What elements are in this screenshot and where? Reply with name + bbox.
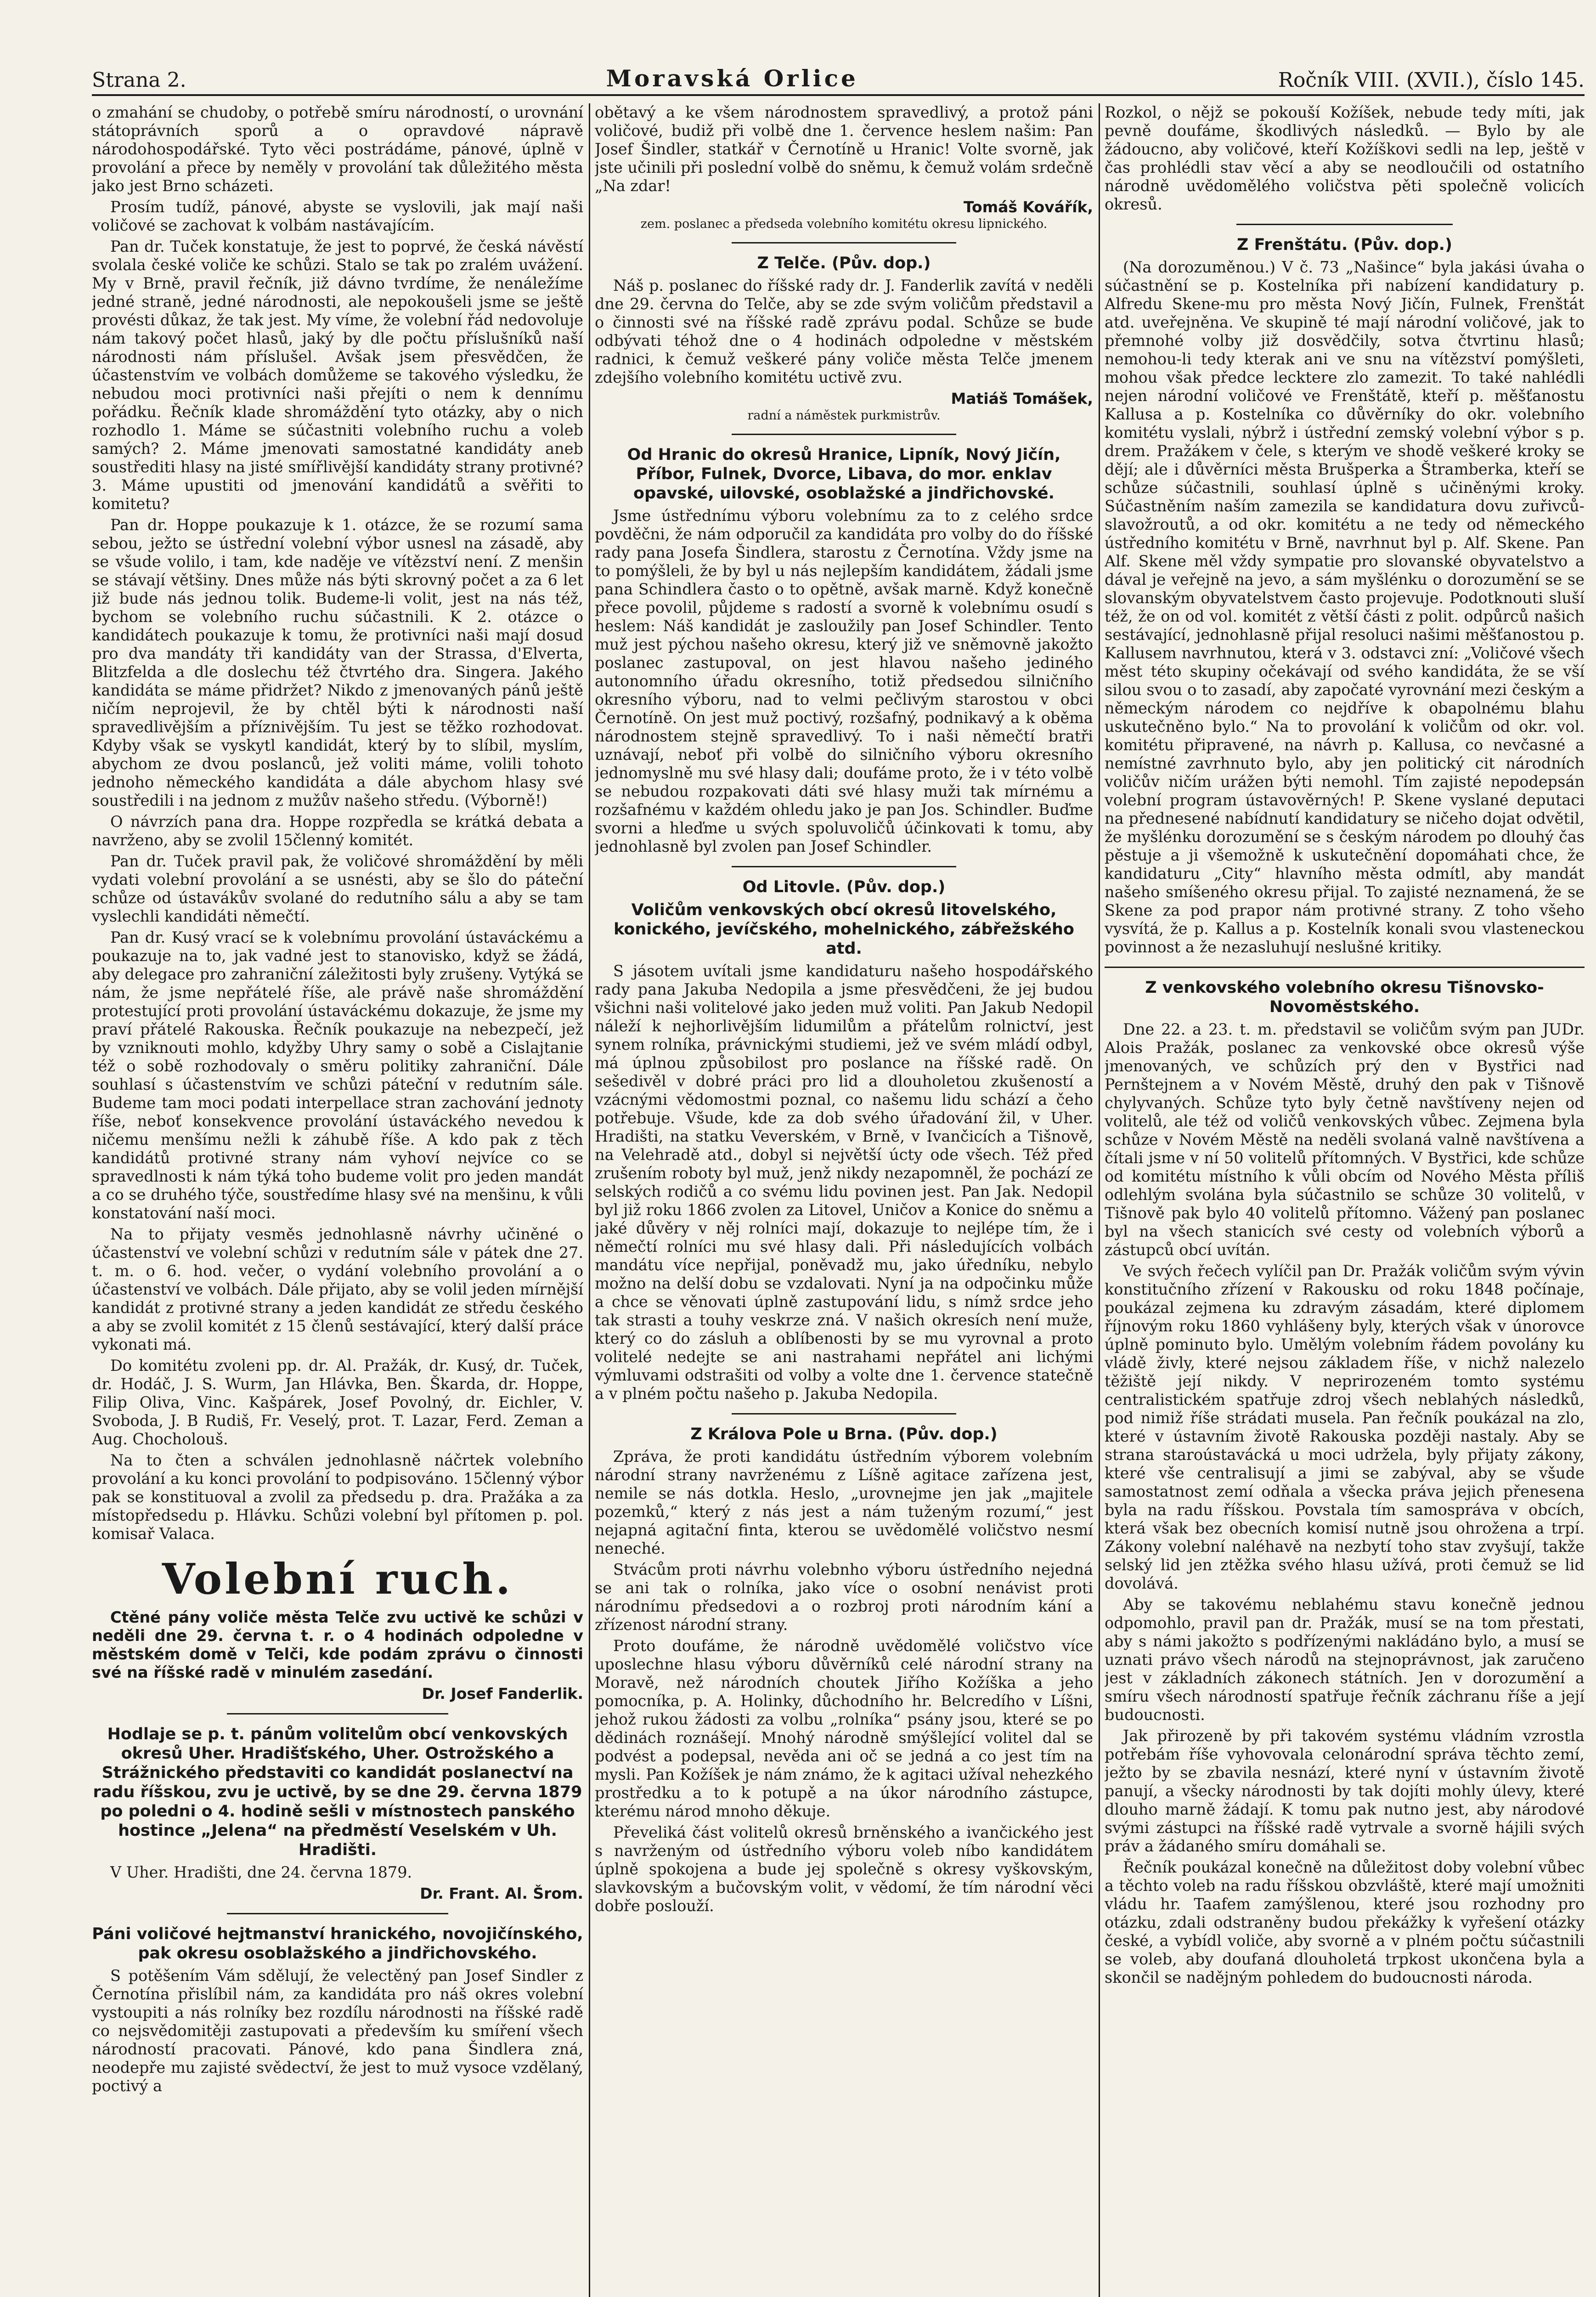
paragraph: Na to čten a schválen jednohlasně náčrtek volebního provolání a ku konci provolání to podpisováno. 15členný výbor pak se konstituoval a zvolil za předsedu p. dra. Pražáka a za místopředsedu p. Hlávku. Schůzi volební byl přítomen p. pol. komisař Valaca. bbox=[92, 1451, 583, 1543]
divider bbox=[227, 1913, 448, 1914]
article-heading: Z Telče. (Pův. dop.) bbox=[757, 254, 931, 272]
paragraph: Stvácům proti návrhu volebnho výboru ústředního nejedná se ani tak o rolníka, jako více o osobní nenávist proti národnímu předsedovi a o rozbroj proti národním kání a zřízenost národní strany. bbox=[595, 1561, 1093, 1634]
paragraph: Rozkol, o nějž se pokouší Kožíšek, nebude tedy míti, jak pevně doufáme, škodlivých následků. — Bylo by ale žádoucno, aby voličové, kteří Kožíškovi sedli na lep, ještě v čas prohlédli stav věcí a aby se neodloučili od ostatního národně uvědomělého voličstva pěti společně volicích okresů. bbox=[1105, 103, 1585, 213]
paragraph: Zpráva, že proti kandidátu ústředním výborem volebním národní strany navrženému z Líšně agitace zařízena jest, nemile se nás dotkla. Heslo, „urovnejme jen jak „majitele pozemků,“ který z nás jest a nám tuženým rozumí,“ jest nejapná agitační finta, kterou se uvědomělé voličstvo nesmí neneché. bbox=[595, 1448, 1093, 1557]
paragraph: Proto doufáme, že národně uvědomělé voličstvo více uposlechne hlasu výboru důvěrníků celé národní strany na Moravě, než národních choutek Jiřího Kožíška a jeho pomocníka, p. A. Holinky, důchodního hr. Belcredího v Líšni, jehož rukou žádosti za volbu „rolníka“ psány jsou, které se po dědinách roznášejí. Mnohý národně smýšlející volitel dal se podvést a podepsal, nevěda ani oč se jedná a co jest tím na mysli. Pan Kožíšek je nám známo, že k agitaci užíval nehezkého prostředku a to k potupě a na úkor národního zástupce, kterému národ mnoho děkuje. bbox=[595, 1637, 1093, 1820]
section-title: Volební ruch. bbox=[162, 1554, 513, 1604]
column-3 bbox=[1105, 103, 1585, 2297]
paragraph: Do komitétu zvoleni pp. dr. Al. Pražák, dr. Kusý, dr. Tuček, dr. Hodáč, J. S. Wurm, Jan Hlávka, Ben. Škarda, dr. Hoppe, Filip Oliva, Vinc. Kašpárek, Josef Povolný, dr. Eichler, V. Svoboda, J. B Rudiš, Fr. Veselý, prot. T. Lazar, Ferd. Zeman a Aug. Chocholouš. bbox=[92, 1357, 583, 1448]
paragraph: Jak přirozeně by při takovém systému vládním vzrostla potřebám říše vyhovovala celonárodní správa těchto zemí, ježto by se zbavila nesnází, které nyní v ústavním životě panují, a všecky národnosti by tak dojíti mohly úlevy, které dlouho marně žádají. K tomu pak nutno jest, aby národové svými zástupci na říšské radě vytrvale a svorně hájili svých práv a žádaného smíru domáhali se. bbox=[1105, 1727, 1585, 1855]
divider bbox=[732, 242, 956, 243]
page-header bbox=[92, 55, 1585, 92]
signature: Dr. Josef Fanderlik. bbox=[422, 1685, 583, 1703]
paragraph: Pan dr. Hoppe poukazuje k 1. otázce, že se rozumí sama sebou, ježto se ústřední volební výbor usnesl na zásadě, aby se všude volilo, i tam, kde naděje ve vítězství není. Z menšin se stávají většiny. Dnes může nás býti skrovný počet a za 6 let již bude nás jednou tolik. Budeme-li volit, jest na nás též, bychom se volebního ruchu súčastnili. K 2. otázce o kandidátech poukazuje k tomu, že protivníci naši mají dosud pro dva mandáty tři kandidáty van der Strassa, d'Elverta, Blitzfelda a dle doslechu též čtvrtého dra. Singera. Jakého kandidáta se máme přidržet? Nikdo z jmenovaných pánů ještě ničím neprojevil, že by chtěl býti k národnosti naší spravedlivějším a příznivějším. Tu jest se těžko rozhodovat. Kdyby však se vyskytl kandidát, který by to slíbil, myslím, abychom ze dvou poslanců, jež voliti máme, volili tohoto jednoho německého kandidáta a dále abychom hlasy své soustředili i na jednom z mužův našeho středu. (Výborně!) bbox=[92, 516, 583, 809]
paragraph: S jásotem uvítali jsme kandidaturu našeho hospodářského rady pana Jakuba Nedopila a jsme přesvědčeni, že jej budou všichni naši volitelové jako jeden muž voliti. Pan Jakub Nedopil náleží k nejhorlivějším lidumilům a přátelům rolnictví, jest synem rolníka, právnickými studiemi, jež ve svém mládí odbyl, má úplnou způsobilost pro poslance na říšské radě. On sešedivěl v dobré práci pro lid a dlouholetou zkušeností a vzácnými vědomostmi poznal, co našemu lidu schází a čeho potřebuje. Všude, kde za dob svého úřadování žil, v Uher. Hradišti, na statku Veverském, v Brně, v Ivančicích a Tišnově, na Velehradě atd., dobyl si největší úcty ode všech. Též před zrušením roboty byl muž, jenž nikdy nezapomněl, že pochází ze selských rodičů a co svému lidu povinen jest. Pan Jak. Nedopil byl již roku 1866 zvolen za Litovel, Uničov a Konice do sněmu a jaké důvěry v něj rolníci mají, dokazuje to nejlépe tím, že i němečtí rolníci mu své hlasy dali. Při následujících volbách mandátu více nepřijal, poněvadž mu, jako úředníku, nebylo možno na delší dobu se vzdalovati. Nyní ja na odpočinku může a chce se věnovati úplně zastupování lidu, s nímž srdce jeho tak strasti a touhy veskrze zná. V našich okresích není muže, který co do zásluh a oblíbenosti by se mu vyrovnal a proto volitelé nedejte se ani nastrahami nepřátel ani lichými výmluvami odstrašiti od volby a volte dne 1. července statečně a v plném počtu našeho p. Jakuba Nedopila. bbox=[595, 962, 1093, 1403]
paragraph: Prosím tudíž, pánové, abyste se vyslovili, jak mají naši voličové se zachovat k volbám nastávajícím. bbox=[92, 198, 583, 234]
divider bbox=[1105, 967, 1585, 968]
column-1 bbox=[92, 103, 583, 2297]
signature: Tomáš Kovářík, bbox=[963, 198, 1093, 216]
article-heading: Páni voličové hejtmanství hranického, novojičínského, pak okresu osoblažského a jindřichovského. bbox=[92, 1925, 583, 1963]
paragraph: Dne 22. a 23. t. m. představil se voličům svým pan JUDr. Alois Pražák, poslanec za venkovské obce okresů výše jmenovaných, ve schůzích prý den v Bystřici nad Pernštejnem a v Novém Městě, druhý den pak v Tišnově chylyvaných. Schůze tyto byly četně navštíveny nejen od volitelů, ale též od voličů venkovských vůbec. Zejmena byla schůze v Novém Městě na neděli svolaná valně navštívena a čítali jsme v ní 50 volitelů přítomných. V Bystřici, kde schůze od komitétu místního k vůli obcím od Nového Města příliš odlehlým svolána byla súčastnilo se schůze 30 volitelů, v Tišnově pak bylo 40 volitelů přítomno. Vážený pan poslanec byl na všech stanicích své cesty od volebních výborů a zástupců obcí uvítán. bbox=[1105, 1020, 1585, 1259]
divider bbox=[732, 434, 956, 435]
divider bbox=[1236, 224, 1452, 225]
header-rule bbox=[92, 94, 1585, 96]
page-number: Strana 2. bbox=[92, 68, 186, 92]
column-separator bbox=[589, 103, 590, 2297]
paragraph: O návrzích pana dra. Hoppe rozpředla se krátká debata a navrženo, aby se zvolil 15členný komitét. bbox=[92, 813, 583, 849]
article-heading: Od Hranic do okresů Hranice, Lipník, Nový Jičín, Příbor, Fulnek, Dvorce, Libava, do mor. enklav opavské, uilovské, osoblažské a jindřichovské. bbox=[627, 446, 1061, 503]
signature-role: radní a náměstek purkmistrův. bbox=[747, 408, 941, 423]
paragraph: Pan dr. Tuček pravil pak, že voličové shromáždění by měli vydati volební provolání a se usnésti, aby se šlo do páteční schůze od ústavákův svolané do redutního sálu a aby se tam vyslechli kandidáti němečtí. bbox=[92, 852, 583, 925]
issue-info: Ročník VIII. (XVII.), číslo 145. bbox=[1278, 68, 1585, 92]
paragraph: Na to přijaty vesměs jednohlasně návrhy učiněné o účastenství ve volební schůzi v redutním sále v pátek dne 27. t. m. o 6. hod. večer, o vydání volebního provolání a o účastenství ve volbách. Dále přijato, aby se volil jeden mírnější kandidát z protivné strany a jeden kandidát ze středu českého a aby se zvolil komitét z 15 členů sestávající, který další práce vykonati má. bbox=[92, 1225, 583, 1353]
paragraph: Jsme ústřednímu výboru volebnímu za to z celého srdce povděčni, že nám odporučil za kandidáta pro volby do do říšské rady pana Josefa Šindlera, starostu z Černotína. Vždy jsme na to pomýšleli, že by byl u nás nejlepším kandidátem, žádali jsme pana Schindlera často o to opětně, avšak marně. Když konečně přece povolil, půjdeme s radostí a svorně k volebnímu osudí s heslem: Náš kandidát je zasloužily pan Josef Schindler. Tento muž jest pýchou našeho okresu, který již ve sněmovně jakožto poslanec zastupoval, on jest hlavou našeho jediného autonomního úřadu okresního, totiž předsedou silničního okresního výboru, nad to velmi pečlivým starostou v obci Černotíně. On jest muž poctivý, rozšafný, podnikavý a k oběma národnostem stejně spravedlivý. To i naši němečtí bratři uznávají, neboť při volbě do silničního výboru okresního jednomyslně mu své hlasy dali; doufáme proto, že i v této volbě se nebudou rozpakovati dáti své hlasy muži tak mírnému a rozšafnému v každém ohledu jako je pan Jos. Schindler. Buďme svorni a hleďme u svých spoluvoličů účinkovati k tomu, aby jednohlasně byl zvolen pan Josef Schindler. bbox=[595, 507, 1093, 855]
article-heading: Hodlaje se p. t. pánům volitelům obcí venkovských okresů Uher. Hradišťského, Uher. Ostrožského a Strážnického představiti co kandidát poslanectví na radu říšskou, zvu je uctivě, by se dne 29. června 1879 po poledni o 4. hodině sešli v místnostech panského hostince „Jelena“ na předměstí Veselském v Uh. Hradišti. bbox=[93, 1725, 582, 1859]
paragraph: o zmahání se chudoby, o potřebě smíru národností, o urovnání státoprávních sporů a o opravdové nápravě národohospodářské. Tyto věci postrádáme, pánové, úplně v provolání a přece by neměly v provolání tak důležitého města jako jest Brno scházeti. bbox=[92, 103, 583, 195]
newspaper-title: Moravská Orlice bbox=[606, 65, 858, 92]
article-heading: Od Litovle. (Pův. dop.) bbox=[742, 878, 946, 896]
column-2 bbox=[595, 103, 1093, 2297]
paragraph: Řečník poukázal konečně na důležitost doby volební vůbec a těchto voleb na radu říšskou obzvláště, které mají umožniti vládu hr. Taafem zamýšlenou, které jsou rozhodny pro otázku, zdali odstraněny budou překážky k vyřešení otázky české, a vybídl voliče, aby svorně a v plném počtu súčastnili se voleb, aby doufaná dlouholetá trpkost ukončena byla a skončil se nadějným pohledem do budoucnosti národa. bbox=[1105, 1858, 1585, 1986]
divider bbox=[732, 866, 956, 867]
signature: Matiáš Tomášek, bbox=[951, 390, 1093, 407]
divider bbox=[732, 1413, 956, 1414]
article-heading: Z Frenštátu. (Pův. dop.) bbox=[1237, 236, 1452, 254]
telc-notice: Ctěné pány voliče města Telče zvu uctivě ke schůzi v neděli dne 29. června t. r. o 4 hodinách odpoledne v městském domě v Telči, kde podám zprávu o činnosti své na říšské radě v minulém zasedání. bbox=[92, 1608, 583, 1681]
article-subheading: Voličům venkovských obcí okresů litovelského, konického, jevíčského, mohelnického, zábřežského atd. bbox=[614, 901, 1074, 958]
paragraph: Ve svých řečech vylíčil pan Dr. Pražák voličům svým vývin konstitučního zřízení v Rakousku od roku 1848 počínaje, poukázal zejmena ku zdravým zásadám, které diplomem říjnovým roku 1860 vyhlášeny byly, kterých však v únorovce úplně pominuto bylo. Umělým volebním řádem povolány ku vládě živly, které nejsou základem říše, v nichž nalezelo těžiště její nikdy. V neprirozeném tomto systému centralistickém spatřuje zdroj všech neblahých následků, pod nimiž říše strádati musela. Pan řečník poukázal na zlo, které v ústavním životě Rakouska později nastaly. Aby se strana staroústavácká u moci udržela, byly přijaty zákony, které vše centralisují a jimi se zabýval, aby se všude samostatnost zemí odňala a všecka práva jejich přenesena byla na radu říšskou. Povstala tím samospráva v obcích, která však bez obecních komisí nutně jsou ohrožena a trpí. Zákony volební naléhavě na nezbytí toho stav zvyšují, takže selský lid jen ztěžka svého hlasu užívá, proti čemuž se lid dovolává. bbox=[1105, 1262, 1585, 1592]
signature: Dr. Frant. Al. Šrom. bbox=[420, 1884, 583, 1902]
divider bbox=[227, 1713, 448, 1714]
paragraph: (Na dorozuměnou.) V č. 73 „Našince“ byla jakási úvaha o súčastnění se p. Kostelníka při nabízení kandidatury p. Alfredu Skene-mu pro města Nový Jičín, Fulnek, Frenštát atd. uveřejněna. Ve skupině té mají národní voličové, jak to přemnohé volby již dosvědčily, sotva čtvrtinu hlasů; nemohou-li tedy kterak ani ve snu na vítězství pomýšleti, mohou však předce lecktere zlo zamezit. To také nahlédli nejen národní voličové ve Frenštátě, kteří p. měšťanostu Kallusa a p. Kostelníka co důvěrníky do okr. volebního komitétu vyslali, nýbrž i ústřední zemský volební výbor s p. drem. Pražákem v čele, s kterým ve shodě veškeré kroky se dějí; ale i důvěrníci města Brušperka a Štramberka, kteří se schůze súčastnili, souhlasí úplně s učiněnými kroky. Súčastněním naším zamezila se kandidatura dovu zuřivců-slavožroutů, a od okr. komitétu a ne tedy od německého ústředního komitétu v Brně, navrhnut byl p. Alf. Skene. Pan Alf. Skene měl vždy sympatie pro slovanské obyvatelstvo a dával je veřejně na jevo, a sám myšlénku o dorozumění se se slovanským obyvatelstvem často projevuje. Podotknouti sluší též, že on od vol. komitét z větší části z polit. odpůrců našich sestávající, jednohlasně přijal resoluci našimi měšťanostou p. Kallusem navrhnutou, která v 3. odstavci zní: „Voličové všech měst této skupiny očekávají od svého kandidáta, že se vší silou svou o to zasadí, aby započaté vyrovnání mezi českým a německým národem co nejdříve k obapolnému blahu uskutečněno bylo.“ Na to provolání k voličům od okr. vol. komitétu připravené, na návrh p. Kallusa, co nevčasné a nemístné zavrhnuto bylo, aby jen politický cit národních voličův ničím urážen býti nemohl. Tím zajisté nepodepsán volební program ústavověrných! P. Skene vyslané deputaci na přednesené nabídnutí kandidatury se ničeho dojat odvětil, že myšlénku dorozumění se s českým národem po dlouhý čas pěstuje a ji všemožně k uskutečnění dopomáhati chce, že kandidaturu „City“ hlavního města odmítl, aby mandát našeho smíšeného okresu přijal. To zajisté neznamená, že se Skene za pod prapor nám protivné strany. Z toho všeho vysvítá, že p. Kallus a p. Kostelník konali svou vlasteneckou povinnost a že nezasluhují neslušné kritiky. bbox=[1105, 258, 1585, 956]
paragraph: Pan dr. Kusý vrací se k volebnímu provolání ústaváckému a poukazuje na to, jak vadné jest to stanovisko, když se žádá, aby delegace pro zahraniční záležitosti byly zrušeny. Vytýká se nám, že jsme nepřátelé říše, ale právě naše shromáždění protestující proti provolání ústaváckému dokazuje, že jsme my praví přátelé Rakouska. Řečník poukazuje na nebezpečí, jež by vzniknouti mohlo, kdyžby Uhry samy o sobě a Cislajtanie též o sobě rozhodovaly o směru politiky zahraniční. Dále souhlasí s účastenstvím ve schůzi páteční v redutním sále. Budeme tam moci podati interpellace stran zachování jednoty říše, neboť konsekvence provolání ústaváckého nevedou k ničemu menšímu nežli k záhubě říše. A kdo pak z těch kandidátů protivné strany nám vyhoví nejvíce co se spravedlnosti k nám týká toho budeme volit pro jeden mandát a co se druhého týče, soustředíme hlasy své na menšinu, k vůli konstatování naší moci. bbox=[92, 928, 583, 1222]
paragraph: Převeliká část volitelů okresů brněnského a ivančického jest s navrženým od ústředního výboru voleb níbo kandidátem úplně spokojena a bude jej společně s okresy vyškovským, slavkovským a bučovským volit, v vědomí, že tím národní věci dobře poslouží. bbox=[595, 1823, 1093, 1915]
paragraph: Aby se takovému neblahému stavu konečně jednou odpomohlo, pravil pan dr. Pražák, musí se na tom přestati, aby s námi jakožto s podřízenými nakládáno bylo, a musí se uznati právo všech národů na stejnoprávnost, jak zaručeno jest v základních zákonech státních. Jen v dorozumění a smíru všech národností spatřuje řečník záchranu říše a její budoucnosti. bbox=[1105, 1595, 1585, 1724]
paragraph: V Uher. Hradišti, dne 24. června 1879. bbox=[110, 1863, 412, 1881]
paragraph: Náš p. poslanec do říšské rady dr. J. Fanderlik zavítá v neděli dne 29. června do Telče, aby se zde svým voličům představil a o činnosti své na říšské radě zprávu podal. Schůze se bude odbývati téhož dne o 4 hodinách odpoledne v městském radnici, k čemuž veškeré pány voliče města Telče jmenem zdejšího volebního komitétu uctivě zvu. bbox=[595, 277, 1093, 386]
paragraph: Pan dr. Tuček konstatuje, že jest to poprvé, že česká návěstí svolala české voliče ke schůzi. Stalo se tak po zralém uvážení. My v Brně, pravil řečník, již dávno tvrdíme, že nenáležíme jedné straně, jedné národnosti, ale nepokoušeli jsme se ještě provésti důkaz, že tak jest. My víme, že volební řád nedovoluje nám takový počet hlasů, jaký by dle počtu příslušníků naší národnosti nám příslušel. Avšak jsem přesvědčen, že účastenstvím ve volbách domůžeme se takového výsledku, že nebudou moci protivníci naši přejíti o nem k dennímu pořádku. Řečník klade shromáždění tyto otázky, aby o nich rozhodlo 1. Máme se súčastniti volebního ruchu a voleb samých? 2. Máme jmenovati samostatné kandidáty aneb soustřediti hlasy na jisté smířlivější kandidáty strany protivné? 3. Máme upustiti od jmenování kandidátů a svěřiti to komitetu? bbox=[92, 238, 583, 513]
column-separator bbox=[1099, 103, 1100, 2297]
article-heading: Z Králova Pole u Brna. (Pův. dop.) bbox=[690, 1425, 998, 1443]
paragraph: obětavý a ke všem národnostem spravedlivý, a protož páni voličové, budiž při volbě dne 1. července heslem našim: Pan Josef Šindler, statkář v Černotíně u Hranic! Volte svorně, jak jste učinili při poslední volbě do sněmu, k čemuž volám srdečně „Na zdar! bbox=[595, 103, 1093, 195]
signature-role: zem. poslanec a předseda volebního komitétu okresu lipnického. bbox=[640, 217, 1048, 231]
paragraph: S potěšením Vám sdělují, že velectěný pan Josef Sindler z Černotína přislíbil nám, za kandidáta pro náš okres volební vystoupiti a nás rolníky bez rozdílu národnosti na říšské radě co nejsvědomitěji zastupovati a především ku smíření všech národností pracovati. Pánové, kdo pana Šindlera zná, neodepře mu zajisté svědectví, že jest to muž vysoce vzdělaný, poctivý a bbox=[92, 1967, 583, 2095]
article-heading: Z venkovského volebního okresu Tišnovsko-Novoměstského. bbox=[1145, 979, 1544, 1016]
